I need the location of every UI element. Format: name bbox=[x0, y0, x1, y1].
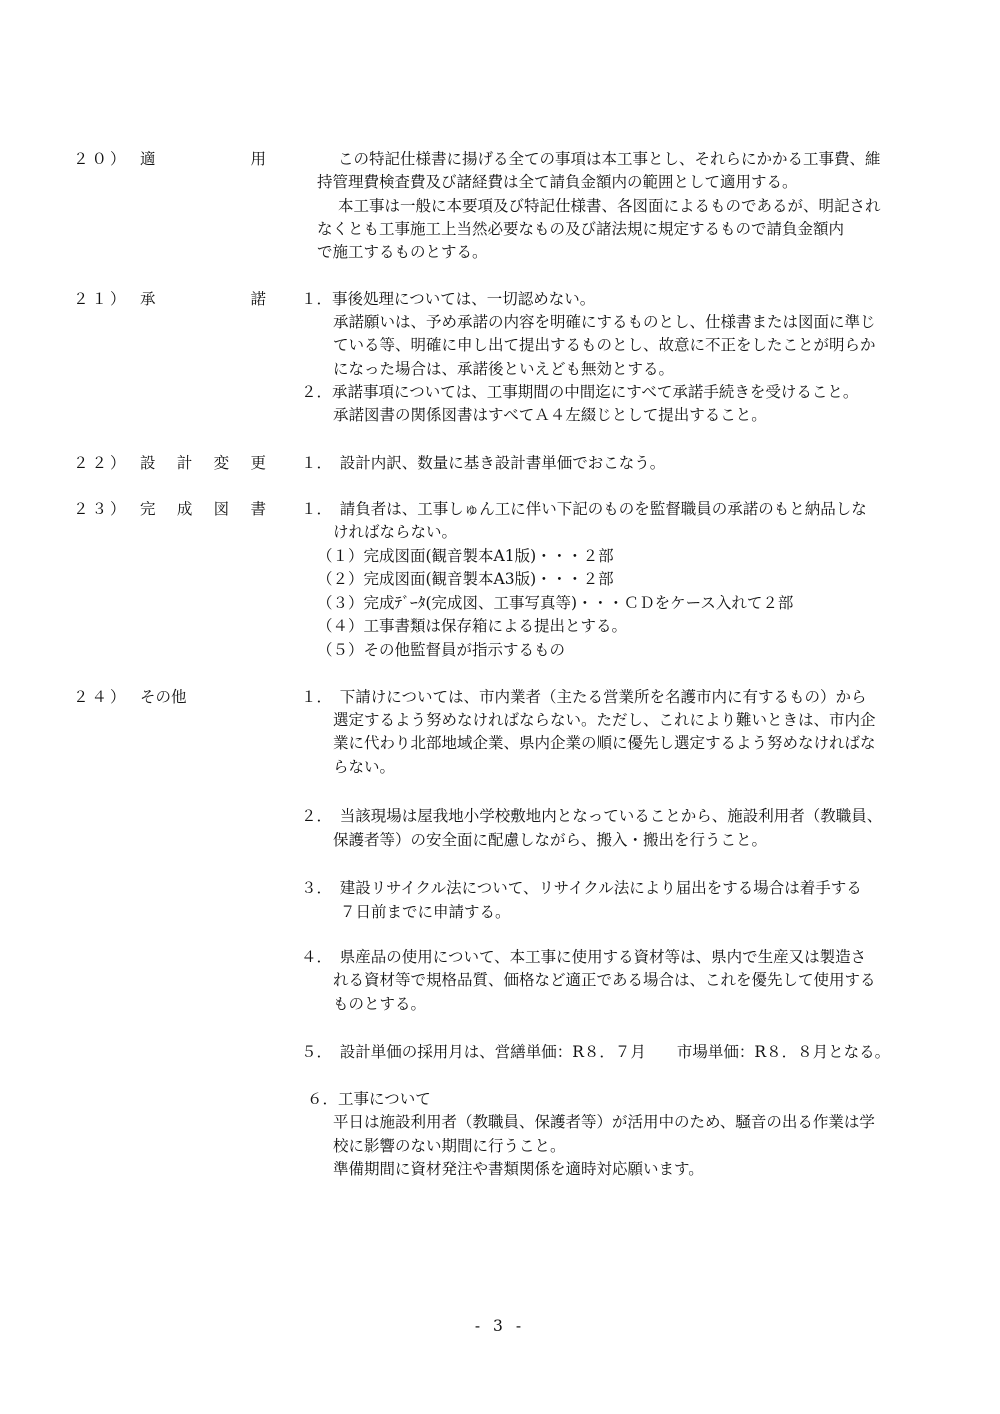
section-title bbox=[140, 497, 266, 519]
body-line: ７日前までに申請する。 bbox=[340, 903, 511, 921]
body-line: 持管理費検査費及び諸経費は全て請負金額内の範囲として適用する。 bbox=[317, 173, 798, 191]
list-item: １． 設計内訳、数量に基き設計書単価でおこなう。 bbox=[301, 454, 666, 472]
section-title-char: 設 bbox=[140, 454, 156, 472]
body-line: ている等、明確に申し出て提出するものとし、故意に不正をしたことが明らか bbox=[333, 336, 876, 354]
list-item: ６．工事について bbox=[307, 1090, 431, 1108]
sub-list-item: （５）その他監督員が指示するもの bbox=[317, 641, 566, 659]
body-line: 校に影響のない期間に行うこと。 bbox=[333, 1137, 566, 1155]
page-number: - 3 - bbox=[474, 1317, 526, 1335]
section-title-char: 計 bbox=[176, 454, 193, 472]
body-line: れる資材等で規格品質、価格など適正である場合は、これを優先して使用する bbox=[333, 971, 876, 989]
body-line: 本工事は一般に本要項及び特記仕様書、各図面によるものであるが、明記され bbox=[338, 197, 881, 215]
body-line: 承諾願いは、予め承諾の内容を明確にするものとし、仕様書または図面に準じ bbox=[333, 313, 876, 331]
section-title-char: 用 bbox=[250, 150, 266, 168]
section-title-char: 承 bbox=[140, 290, 156, 308]
body-line: になった場合は、承諾後といえども無効とする。 bbox=[333, 360, 675, 378]
section-title bbox=[140, 451, 266, 473]
body-line: 平日は施設利用者（教職員、保護者等）が活用中のため、騒音の出る作業は学 bbox=[333, 1113, 875, 1131]
list-item: ２． 当該現場は屋我地小学校敷地内となっていることから、施設利用者（教職員、 bbox=[301, 807, 883, 825]
body-line: らない。 bbox=[333, 758, 396, 776]
body-line: 業に代わり北部地域企業、県内企業の順に優先し選定するよう努めなければな bbox=[333, 734, 876, 752]
body-line: この特記仕様書に揚げる全ての事項は本工事とし、それらにかかる工事費、維 bbox=[338, 150, 881, 168]
body-line: なくとも工事施工上当然必要なもの及び諸法規に規定するもので請負金額内 bbox=[317, 220, 845, 238]
section-title: その他 bbox=[140, 688, 187, 706]
body-line: ければならない。 bbox=[333, 523, 458, 541]
section-title bbox=[140, 147, 266, 169]
section-title-char: 成 bbox=[176, 500, 193, 518]
section-title-char: 完 bbox=[140, 500, 156, 518]
sub-list-item: （４）工事書類は保存箱による提出とする。 bbox=[317, 617, 628, 635]
body-line: 承諾図書の関係図書はすべてＡ４左綴じとして提出すること。 bbox=[333, 406, 767, 424]
section-title-char: 図 bbox=[213, 500, 230, 518]
body-line: で施工するものとする。 bbox=[317, 243, 488, 261]
section-title-char: 書 bbox=[250, 500, 266, 518]
sub-list-item: （２）完成図面(観音製本A3版)・・・２部 bbox=[317, 570, 614, 588]
list-item: ５． 設計単価の採用月は、営繕単価：R８．７月 市場単価：R８．８月となる。 bbox=[301, 1043, 891, 1061]
body-line: ものとする。 bbox=[333, 995, 427, 1013]
list-item: １． 下請けについては、市内業者（主たる営業所を名護市内に有するもの）から bbox=[301, 688, 867, 706]
section-title-char: 更 bbox=[250, 454, 266, 472]
section-title-char: 変 bbox=[213, 454, 230, 472]
body-line: 選定するよう努めなければならない。ただし、これにより難いときは、市内企 bbox=[333, 711, 876, 729]
section-number: ２３） bbox=[73, 500, 129, 518]
body-line: 保護者等）の安全面に配慮しながら、搬入・搬出を行うこと。 bbox=[333, 831, 768, 849]
section-title bbox=[140, 287, 266, 309]
section-title-char: 諾 bbox=[250, 290, 266, 308]
sub-list-item: （３）完成ﾃﾞｰﾀ(完成図、工事写真等)・・・ＣＤをケース入れて２部 bbox=[317, 594, 794, 612]
section-title-char: 適 bbox=[140, 150, 156, 168]
list-item: １． 請負者は、工事しゅん工に伴い下記のものを監督職員の承諾のもと納品しな bbox=[301, 500, 867, 518]
section-number: ２４） bbox=[73, 688, 129, 706]
list-item: ４． 県産品の使用について、本工事に使用する資材等は、県内で生産又は製造さ bbox=[301, 948, 867, 966]
section-number: ２１） bbox=[73, 290, 129, 308]
list-item: １．事後処理については、一切認めない。 bbox=[301, 290, 596, 308]
list-item: ２．承諾事項については、工事期間の中間迄にすべて承諾手続きを受けること。 bbox=[301, 383, 859, 401]
sub-list-item: （１）完成図面(観音製本A1版)・・・２部 bbox=[317, 547, 614, 565]
section-number: ２２） bbox=[73, 454, 129, 472]
body-line: 準備期間に資材発注や書類関係を適時対応願います。 bbox=[333, 1160, 704, 1178]
list-item: ３． 建設リサイクル法について、リサイクル法により届出をする場合は着手する bbox=[301, 879, 862, 897]
section-number: ２０） bbox=[73, 150, 129, 168]
